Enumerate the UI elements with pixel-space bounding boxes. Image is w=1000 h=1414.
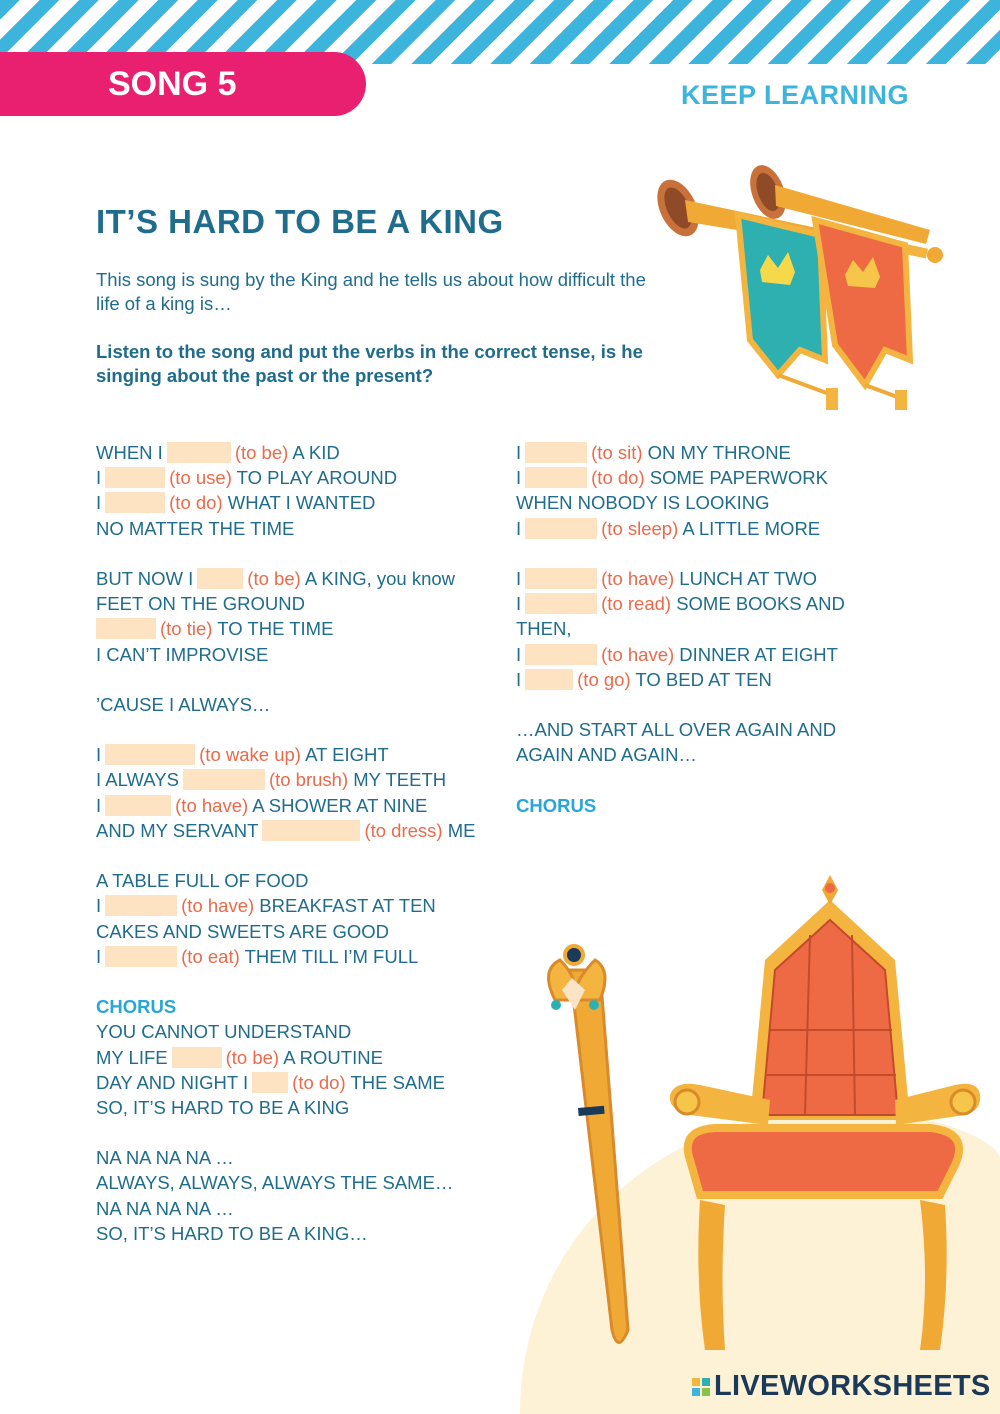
answer-blank-field[interactable]: [167, 442, 231, 463]
lyric-text: NA NA NA NA …: [96, 1147, 234, 1169]
liveworksheets-logo-text: LIVEWORKSHEETS: [714, 1370, 991, 1402]
lyric-line: [96, 919, 506, 944]
lyric-text-after: A LITTLE MORE: [682, 517, 821, 539]
lyric-text: I: [516, 467, 522, 489]
lyric-text: CAKES AND SWEETS ARE GOOD: [96, 920, 389, 942]
lyric-line: [96, 465, 506, 490]
verb-hint: (to read): [601, 593, 672, 615]
lyric-line: [96, 591, 506, 616]
lyric-text: WHEN NOBODY IS LOOKING: [516, 492, 770, 514]
answer-blank-field[interactable]: [525, 568, 597, 589]
lyric-line: [96, 1196, 506, 1221]
lyric-line: [516, 490, 896, 515]
lyric-text: NA NA NA NA …: [96, 1197, 234, 1219]
stanza-gap: [516, 767, 896, 792]
lyric-line: [516, 616, 896, 641]
lyric-line: [96, 767, 506, 792]
stanza-gap: [96, 541, 506, 566]
chorus-label: CHORUS: [96, 996, 177, 1018]
lyric-text-after: WHAT I WANTED: [227, 492, 376, 514]
lyric-line: [516, 642, 896, 667]
verb-hint: (to have): [181, 895, 255, 917]
intro-text: This song is sung by the King and he tells us about how difficult the life of a king is…: [96, 269, 646, 314]
lyric-text-after: THE SAME: [350, 1071, 446, 1093]
lyric-line: [96, 1070, 506, 1095]
lyric-line: [96, 1145, 506, 1170]
lyric-text: BUT NOW I: [96, 567, 194, 589]
lyric-line: [96, 1019, 506, 1044]
lyric-text: AND MY SERVANT: [96, 819, 259, 841]
lyric-line: [96, 642, 506, 667]
answer-blank-field[interactable]: [525, 644, 597, 665]
verb-hint: (to sit): [591, 442, 643, 463]
stanza-gap: [96, 717, 506, 742]
lyric-text: I: [516, 643, 522, 665]
lyric-text-after: DINNER AT EIGHT: [679, 643, 838, 665]
lyric-line: [516, 793, 896, 818]
answer-blank-field[interactable]: [525, 442, 587, 463]
answer-blank-field[interactable]: [105, 744, 195, 765]
lyric-line: [96, 893, 506, 918]
answer-blank-field[interactable]: [105, 795, 171, 816]
lyrics-left-column: [96, 440, 506, 1246]
song-title: IT’S HARD TO BE A KING: [96, 203, 504, 240]
lyric-text-after: SOME PAPERWORK: [649, 467, 828, 489]
lyric-line: [96, 994, 506, 1019]
lyric-line: [96, 692, 506, 717]
lyric-line: [96, 944, 506, 969]
lyric-text: I: [96, 744, 102, 766]
lyric-text: ALWAYS, ALWAYS, ALWAYS THE SAME…: [96, 1172, 454, 1194]
lyric-line: [96, 1170, 506, 1195]
lyric-line: [96, 1045, 506, 1070]
verb-hint: (to have): [175, 794, 249, 816]
lyric-text-after: A KING, you know: [304, 567, 456, 589]
liveworksheets-logo: [692, 1370, 991, 1403]
lyric-text-after: A ROUTINE: [283, 1046, 383, 1068]
stanza-gap: [96, 667, 506, 692]
stanza-gap: [516, 541, 896, 566]
verb-hint: (to do): [591, 467, 645, 489]
lyric-text-after: AT EIGHT: [305, 744, 389, 766]
lyric-line: [96, 616, 506, 641]
verb-hint: (to be): [225, 1046, 280, 1068]
lyric-line: [96, 490, 506, 515]
lyric-text: I: [96, 492, 102, 514]
lyric-text-after: TO BED AT TEN: [635, 668, 772, 690]
answer-blank-field[interactable]: [252, 1072, 288, 1093]
answer-blank-field[interactable]: [525, 467, 587, 488]
lyric-line: [96, 566, 506, 591]
lyric-text-after: MY TEETH: [353, 769, 447, 791]
answer-blank-field[interactable]: [525, 669, 573, 690]
liveworksheets-logo-icon: [692, 1378, 710, 1396]
lyric-text: AGAIN AND AGAIN…: [516, 744, 697, 766]
lyric-line: [96, 1221, 506, 1246]
answer-blank-field[interactable]: [525, 593, 597, 614]
lyric-text: I: [96, 467, 102, 489]
verb-hint: (to wake up): [199, 744, 301, 766]
lyric-text: A TABLE FULL OF FOOD: [96, 870, 309, 892]
lyric-text-after: A KID: [292, 442, 340, 463]
lyric-text: I: [516, 593, 522, 615]
lyrics-right-column: [516, 440, 896, 818]
lyric-text: NO MATTER THE TIME: [96, 517, 295, 539]
lyric-text: SO, IT’S HARD TO BE A KING: [96, 1096, 350, 1118]
answer-blank-field[interactable]: [105, 946, 177, 967]
verb-hint: (to tie): [160, 618, 213, 640]
lyric-text-after: LUNCH AT TWO: [679, 567, 818, 589]
lyric-line: [516, 566, 896, 591]
verb-hint: (to go): [577, 668, 631, 690]
lyric-text: ’CAUSE I ALWAYS…: [96, 693, 271, 715]
answer-blank-field[interactable]: [105, 467, 165, 488]
answer-blank-field[interactable]: [172, 1047, 222, 1068]
lyric-text-after: SOME BOOKS AND: [676, 593, 845, 615]
lyric-text: I ALWAYS: [96, 769, 179, 791]
lyric-text-after: BREAKFAST AT TEN: [259, 895, 436, 917]
lyric-text-after: TO PLAY AROUND: [236, 467, 398, 489]
song-number-tab: [0, 52, 366, 116]
lyric-line: [516, 591, 896, 616]
lyric-text: I CAN’T IMPROVISE: [96, 643, 269, 665]
verb-hint: (to be): [247, 567, 301, 589]
answer-blank-field[interactable]: [183, 769, 265, 790]
lyric-text: I: [96, 945, 102, 967]
answer-blank-field[interactable]: [262, 820, 360, 841]
verb-hint: (to sleep): [601, 517, 679, 539]
lyric-line: [96, 440, 506, 465]
lyric-line: [516, 742, 896, 767]
lyric-line: [516, 465, 896, 490]
verb-hint: (to eat): [181, 945, 240, 967]
lyric-text: DAY AND NIGHT I: [96, 1071, 249, 1093]
lyric-text-after: ME: [447, 819, 476, 841]
lyric-text: I: [516, 567, 522, 589]
answer-blank-field[interactable]: [525, 518, 597, 539]
lyric-text: MY LIFE: [96, 1046, 168, 1068]
verb-hint: (to do): [292, 1071, 346, 1093]
lyric-text: I: [516, 442, 522, 463]
lyric-line: [96, 742, 506, 767]
verb-hint: (to dress): [364, 819, 443, 841]
stanza-gap: [516, 692, 896, 717]
lyric-text: I: [516, 668, 522, 690]
lyric-text: I: [516, 517, 522, 539]
lyric-line: [96, 868, 506, 893]
stanza-gap: [96, 969, 506, 994]
verb-hint: (to have): [601, 643, 675, 665]
series-label: KEEP LEARNING: [681, 80, 910, 110]
throne-illustration: [500, 860, 1000, 1414]
lyric-line: [96, 818, 506, 843]
lyric-line: [516, 516, 896, 541]
lyric-line: [516, 440, 896, 465]
lyric-line: [96, 793, 506, 818]
lyric-text: WHEN I: [96, 442, 163, 463]
lyric-line: [516, 717, 896, 742]
instructions: Listen to the song and put the verbs in the correct tense, is he singing about the past or the present?: [96, 341, 643, 386]
orange-banner-icon: [815, 220, 910, 410]
lyric-text: …AND START ALL OVER AGAIN AND: [516, 719, 837, 741]
answer-blank-field[interactable]: [96, 618, 156, 639]
lyric-text: FEET ON THE GROUND: [96, 593, 306, 615]
verb-hint: (to use): [169, 467, 232, 489]
answer-blank-field[interactable]: [105, 895, 177, 916]
lyric-text-after: THEM TILL I’M FULL: [244, 945, 419, 967]
lyric-text-after: ON MY THRONE: [647, 442, 791, 463]
trumpets-with-banners-illustration: [650, 160, 950, 420]
verb-hint: (to have): [601, 567, 675, 589]
lyric-line: [96, 1095, 506, 1120]
lyric-text: THEN,: [516, 618, 572, 640]
lyric-text: I: [96, 895, 102, 917]
answer-blank-field[interactable]: [105, 492, 165, 513]
song-number-label: SONG 5: [108, 64, 237, 103]
stanza-gap: [96, 843, 506, 868]
chorus-label: CHORUS: [516, 794, 597, 816]
verb-hint: (to be): [234, 442, 289, 463]
answer-blank-field[interactable]: [197, 568, 243, 589]
lyric-text-after: A SHOWER AT NINE: [252, 794, 428, 816]
verb-hint: (to brush): [268, 769, 349, 791]
lyric-line: [516, 667, 896, 692]
lyric-text: I: [96, 794, 102, 816]
lyric-text: YOU CANNOT UNDERSTAND: [96, 1021, 352, 1043]
lyric-text: SO, IT’S HARD TO BE A KING…: [96, 1222, 368, 1244]
verb-hint: (to do): [169, 492, 223, 514]
lyric-text-after: TO THE TIME: [217, 618, 334, 640]
stanza-gap: [96, 1120, 506, 1145]
lyric-line: [96, 516, 506, 541]
